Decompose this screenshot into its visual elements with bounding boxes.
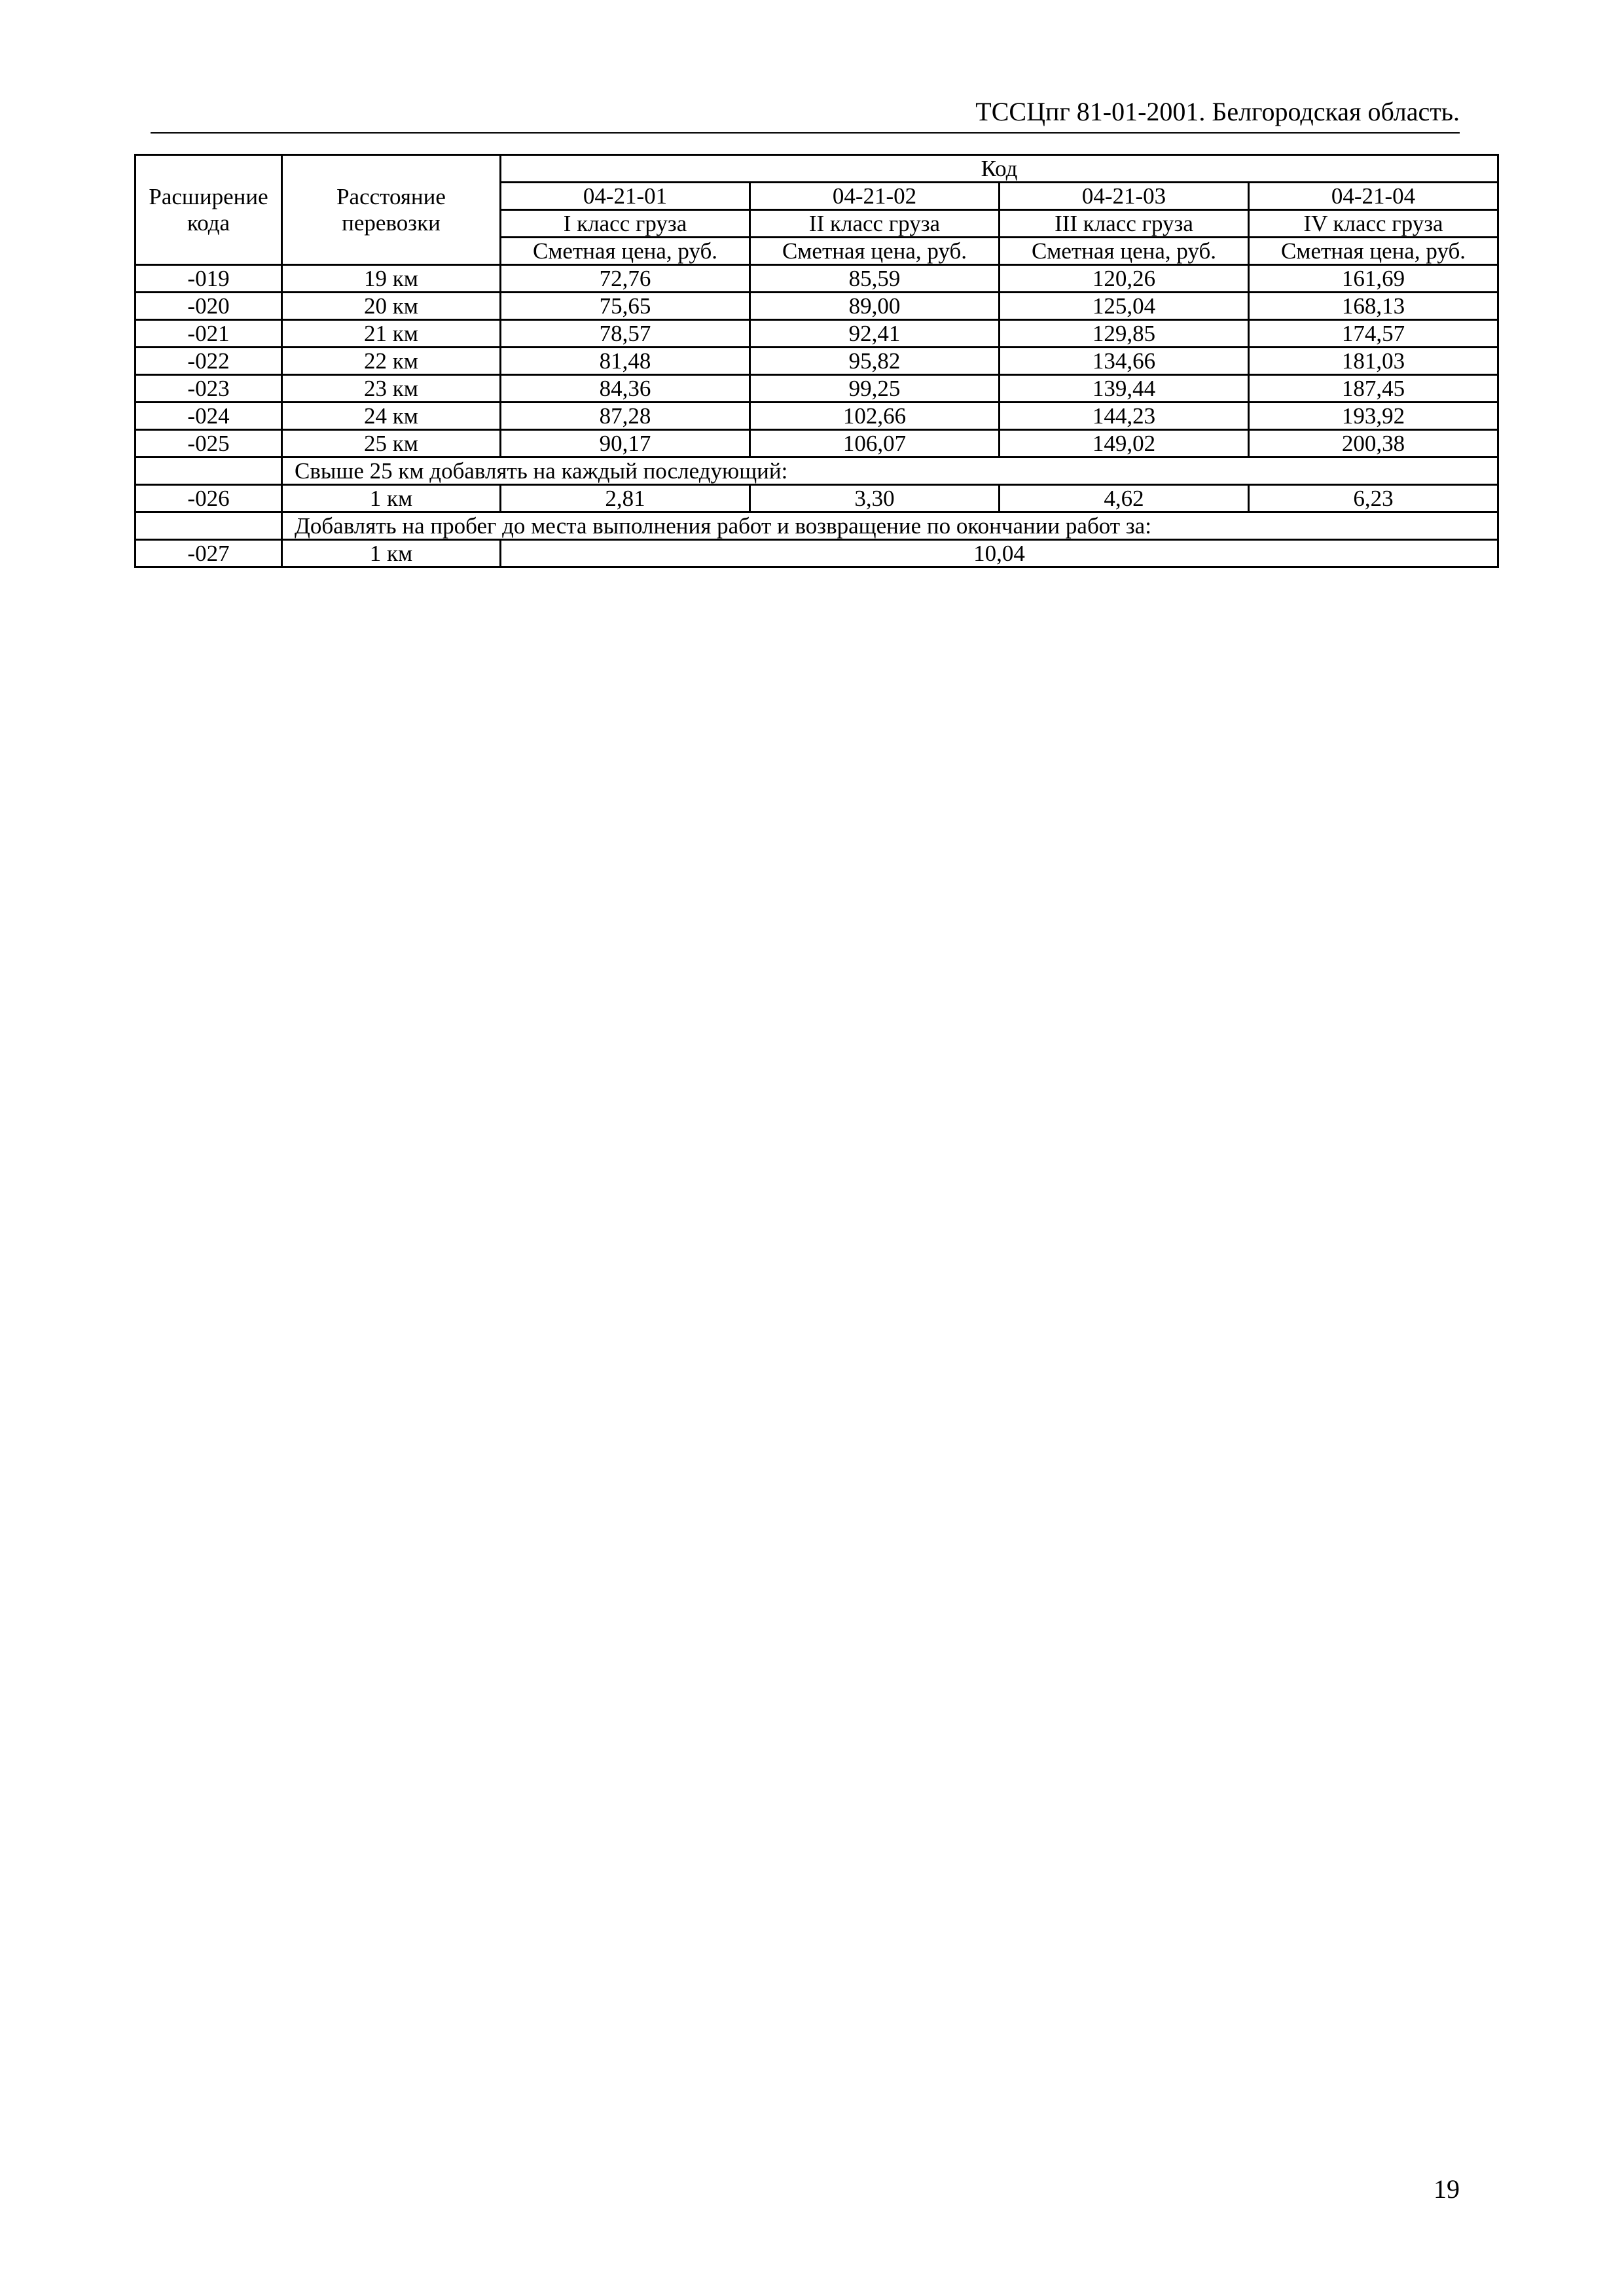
price-cell: 2,81 xyxy=(501,485,750,512)
header-price-label: Сметная цена, руб. xyxy=(1000,238,1249,265)
header-row-code-group xyxy=(135,155,1498,183)
header-price-label: Сметная цена, руб. xyxy=(501,238,750,265)
table-row xyxy=(135,485,1498,512)
header-code: 04-21-04 xyxy=(1249,183,1498,210)
price-cell: 81,48 xyxy=(501,348,750,375)
price-cell: 3,30 xyxy=(750,485,1000,512)
ext-code-cell: -023 xyxy=(135,375,282,403)
price-cell: 125,04 xyxy=(1000,293,1249,320)
price-cell: 174,57 xyxy=(1249,320,1498,348)
note-over-25km: Свыше 25 км добавлять на каждый последующий: xyxy=(282,457,1498,485)
empty-cell xyxy=(135,512,282,540)
table-row xyxy=(135,375,1498,403)
price-cell: 99,25 xyxy=(750,375,1000,403)
header-cargo-class: III класс груза xyxy=(1000,210,1249,238)
ext-code-cell: -021 xyxy=(135,320,282,348)
ext-code-cell: -020 xyxy=(135,293,282,320)
running-header xyxy=(151,96,1460,134)
header-distance: Расстояние перевозки xyxy=(282,155,501,265)
distance-cell: 24 км xyxy=(282,403,501,430)
distance-cell: 19 км xyxy=(282,265,501,293)
price-cell: 85,59 xyxy=(750,265,1000,293)
price-cell: 92,41 xyxy=(750,320,1000,348)
ext-code-cell: -027 xyxy=(135,540,282,567)
price-cell: 95,82 xyxy=(750,348,1000,375)
price-cell: 168,13 xyxy=(1249,293,1498,320)
price-cell: 134,66 xyxy=(1000,348,1249,375)
header-price-label: Сметная цена, руб. xyxy=(750,238,1000,265)
distance-cell: 25 км xyxy=(282,430,501,457)
ext-code-cell: -026 xyxy=(135,485,282,512)
price-cell: 149,02 xyxy=(1000,430,1249,457)
distance-cell: 22 км xyxy=(282,348,501,375)
distance-cell: 1 км xyxy=(282,540,501,567)
price-cell: 193,92 xyxy=(1249,403,1498,430)
page-number: 19 xyxy=(1434,2174,1460,2204)
ext-code-cell: -024 xyxy=(135,403,282,430)
table-row xyxy=(135,265,1498,293)
header-code: 04-21-03 xyxy=(1000,183,1249,210)
price-cell: 181,03 xyxy=(1249,348,1498,375)
price-table xyxy=(134,154,1499,568)
price-cell: 84,36 xyxy=(501,375,750,403)
table-row xyxy=(135,348,1498,375)
table-row xyxy=(135,540,1498,567)
header-code: 04-21-02 xyxy=(750,183,1000,210)
header-cargo-class: II класс груза xyxy=(750,210,1000,238)
note-row xyxy=(135,512,1498,540)
price-cell-merged: 10,04 xyxy=(501,540,1498,567)
price-cell: 139,44 xyxy=(1000,375,1249,403)
price-cell: 87,28 xyxy=(501,403,750,430)
document-title: ТССЦпг 81-01-2001. Белгородская область. xyxy=(975,97,1460,126)
distance-cell: 20 км xyxy=(282,293,501,320)
price-cell: 75,65 xyxy=(501,293,750,320)
price-cell: 72,76 xyxy=(501,265,750,293)
ext-code-cell: -022 xyxy=(135,348,282,375)
note-trip: Добавлять на пробег до места выполнения работ и возвращение по окончании работ за: xyxy=(282,512,1498,540)
price-cell: 102,66 xyxy=(750,403,1000,430)
distance-cell: 1 км xyxy=(282,485,501,512)
price-cell: 6,23 xyxy=(1249,485,1498,512)
price-cell: 120,26 xyxy=(1000,265,1249,293)
table-row xyxy=(135,403,1498,430)
price-cell: 161,69 xyxy=(1249,265,1498,293)
table-row xyxy=(135,430,1498,457)
header-cargo-class: IV класс груза xyxy=(1249,210,1498,238)
price-cell: 106,07 xyxy=(750,430,1000,457)
ext-code-cell: -025 xyxy=(135,430,282,457)
distance-cell: 21 км xyxy=(282,320,501,348)
price-cell: 129,85 xyxy=(1000,320,1249,348)
header-price-label: Сметная цена, руб. xyxy=(1249,238,1498,265)
ext-code-cell: -019 xyxy=(135,265,282,293)
empty-cell xyxy=(135,457,282,485)
note-row xyxy=(135,457,1498,485)
price-cell: 144,23 xyxy=(1000,403,1249,430)
price-cell: 200,38 xyxy=(1249,430,1498,457)
header-code: 04-21-01 xyxy=(501,183,750,210)
header-cargo-class: I класс груза xyxy=(501,210,750,238)
header-code-group: Код xyxy=(501,155,1498,183)
distance-cell: 23 км xyxy=(282,375,501,403)
price-cell: 78,57 xyxy=(501,320,750,348)
price-cell: 187,45 xyxy=(1249,375,1498,403)
table-row xyxy=(135,293,1498,320)
price-cell: 90,17 xyxy=(501,430,750,457)
price-cell: 4,62 xyxy=(1000,485,1249,512)
table-row xyxy=(135,320,1498,348)
price-cell: 89,00 xyxy=(750,293,1000,320)
header-ext-code: Расширение кода xyxy=(135,155,282,265)
